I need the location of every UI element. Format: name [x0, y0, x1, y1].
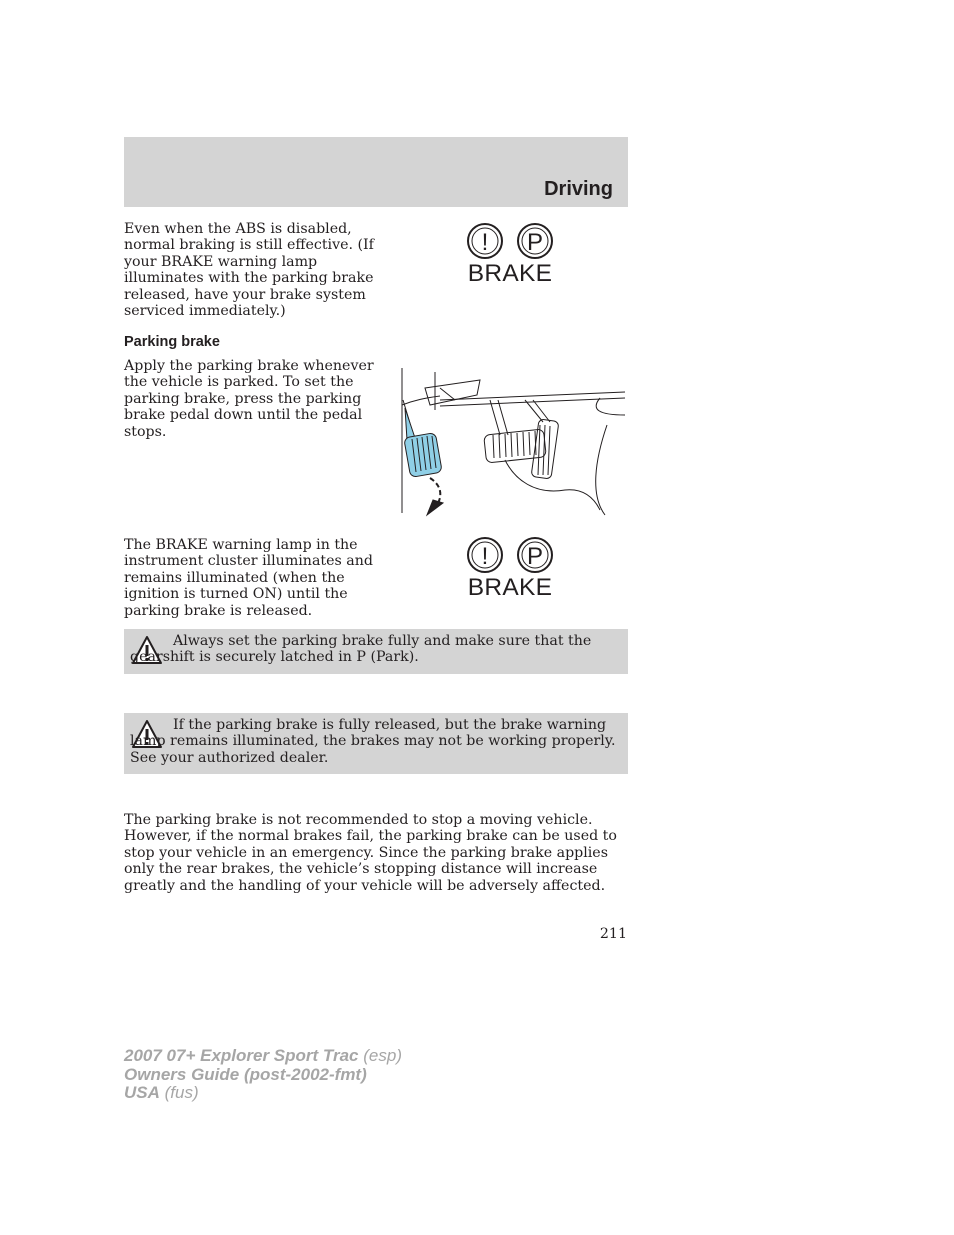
footer-market: USA — [124, 1083, 160, 1102]
brake-label: BRAKE — [467, 260, 553, 287]
brake-exclaim-glyph: ! — [481, 229, 489, 256]
emergency-parking-brake-paragraph: The parking brake is not recommended to stop a moving vehicle. However, if the normal brakes fail, the parking brake can be used to stop your vehicle in an emergency. Since the parking brake applies only the rear brakes, the vehicle’s stopping distance will increase greatly and the handling of your vehicle will be adversely affected. — [124, 812, 617, 894]
apply-parking-brake-paragraph: Apply the parking brake whenever the vehicle is parked. To set the parking brake, press the parking brake pedal down until the pedal stops. — [124, 358, 374, 440]
warning-text: If the parking brake is fully released, but the brake warning lamp remains illuminated, the brakes may not be working properly. See your authorized dealer. — [130, 717, 616, 766]
brake-p-glyph: P — [526, 229, 544, 256]
section-header-band — [124, 137, 628, 207]
page-number: 211 — [599, 926, 627, 942]
warning-box-park — [124, 629, 628, 674]
parking-brake-pedal-illustration — [395, 360, 630, 520]
brake-lamp-paragraph: The BRAKE warning lamp in the instrument cluster illuminates and remains illuminated (when the ignition is turned ON) until the parking brake is released. — [124, 537, 373, 619]
brake-warning-icon — [460, 222, 560, 292]
document-footer — [124, 1047, 402, 1103]
abs-disabled-paragraph: Even when the ABS is disabled, normal braking is still effective. (If your BRAKE warning lamp illuminates with the parking brake released, have your brake system serviced immediately.) — [124, 221, 374, 320]
brake-warning-icon-2 — [460, 536, 560, 606]
warning-text: Always set the parking brake fully and make sure that the gearshift is securely latched in P (Park). — [130, 633, 592, 666]
brake-label: BRAKE — [467, 574, 553, 601]
warning-box-released — [124, 713, 628, 774]
section-title: Driving — [544, 178, 613, 200]
brake-p-glyph: P — [526, 543, 544, 570]
parking-brake-heading: Parking brake — [124, 334, 220, 350]
footer-model: 2007 07+ Explorer Sport Trac — [124, 1046, 359, 1065]
brake-exclaim-glyph: ! — [481, 543, 489, 570]
footer-model-code: (esp) — [363, 1046, 402, 1065]
footer-market-code: (fus) — [164, 1083, 199, 1102]
footer-guide: Owners Guide (post-2002-fmt) — [124, 1064, 367, 1084]
